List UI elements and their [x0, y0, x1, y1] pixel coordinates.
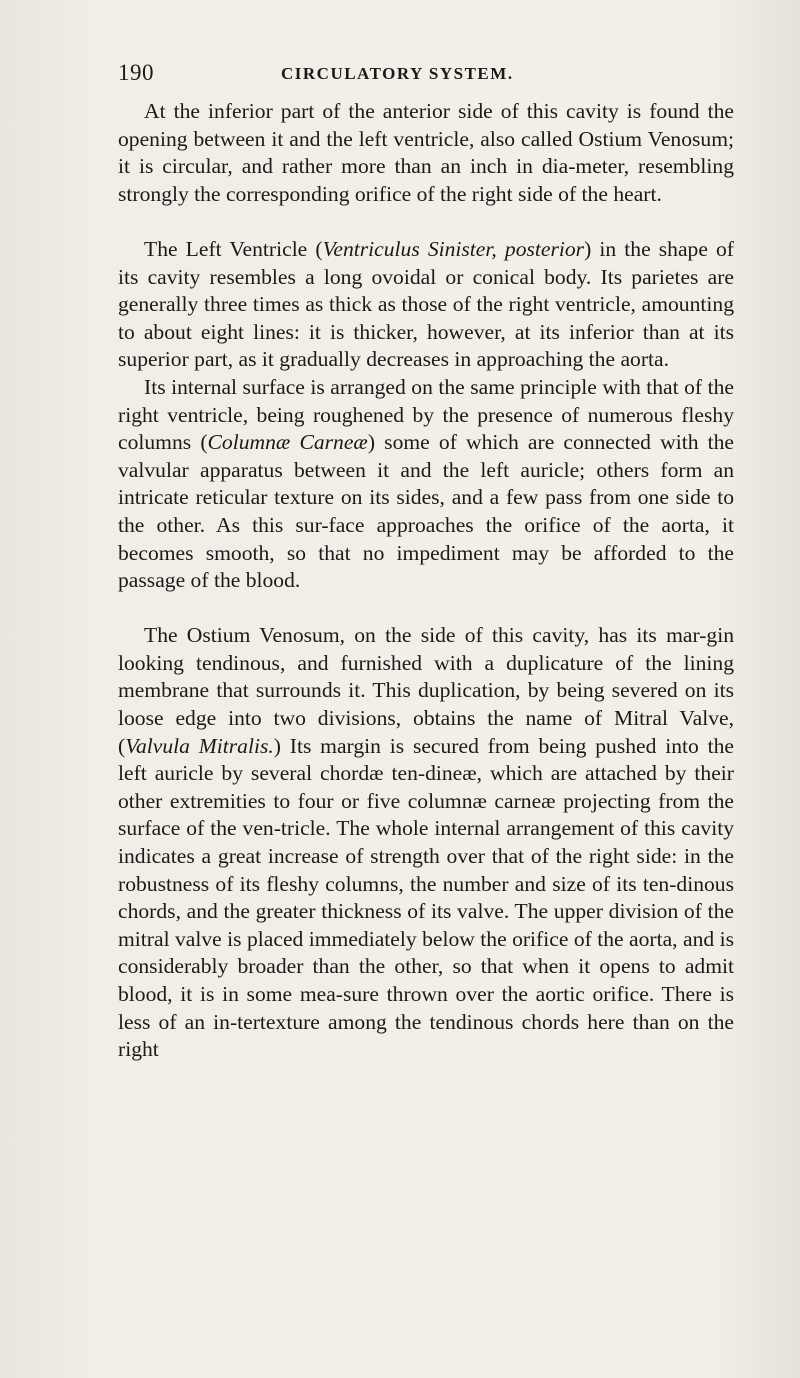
text-segment: ) some of which are connected with the valvular apparatus between it and the left auricle; others form an intricate reticular texture on its sides, and a few pass from one side to the other. As this sur-face approaches the orifice of the aorta, it becomes smooth, so that no impediment may be afforded to the passage of the blood.	[118, 430, 735, 593]
text-segment: The Ostium Venosum, on the side of this cavity, has its mar-gin looking tendinous, and furnished with a duplicature of the lining membrane that surrounds it. This duplication, by being severed on its loose edge into two divisions, obtains the name of Mitral Valve, (	[118, 623, 734, 758]
latin-term: Valvula Mitralis.	[125, 733, 274, 758]
paragraph-mitral-valve	[118, 622, 734, 1064]
body-text	[118, 98, 734, 1064]
text-segment: The Left Ventricle (	[144, 236, 323, 261]
page-header	[118, 60, 728, 90]
text-segment: Its internal surface is arranged on the same principle with that of the right ventricle, being roughened by the presence of numerous fleshy columns (	[118, 374, 734, 455]
paragraph-ostium-venosum	[118, 98, 734, 208]
paragraph-internal-surface	[118, 374, 734, 595]
text-segment: At the inferior part of the anterior side of this cavity is found the opening between it and the left ventricle, also called Ostium Venosum; it is circular, and rather more than an inch in dia-meter, resembling strongly the corresponding orifice of the right side of the heart.	[118, 99, 734, 206]
page-number: 190	[118, 60, 154, 85]
paragraph-left-ventricle	[118, 236, 734, 374]
latin-term: Columnæ Carneæ	[207, 430, 368, 455]
running-head: CIRCULATORY SYSTEM.	[281, 64, 514, 83]
text-segment: ) Its margin is secured from being pushed into the left auricle by several chordæ ten-dineæ, which are attached by their other extremities to four or five columnæ carneæ projecting from the surface of the ven-tricle. The whole internal arrangement of this cavity indicates a great increase of strength over that of the right side: in the robustness of its fleshy columns, the number and size of its ten-dinous chords, and the greater thickness of its valve. The upper division of the mitral valve is placed immediately below the orifice of the aorta, and is considerably broader than the other, so that when it opens to admit blood, it is in some mea-sure thrown over the aortic orifice. There is less of an in-tertexture among the tendinous chords here than on the right	[118, 733, 734, 1062]
text-segment: ) in the shape of its cavity resembles a long ovoidal or conical body. Its parietes are generally three times as thick as those of the right ventricle, amounting to about eight lines: it is thicker, however, at its inferior than at its superior part, as it gradually decreases in approaching the aorta.	[118, 236, 734, 372]
latin-term: Ventriculus Sinister, posterior	[322, 236, 585, 261]
